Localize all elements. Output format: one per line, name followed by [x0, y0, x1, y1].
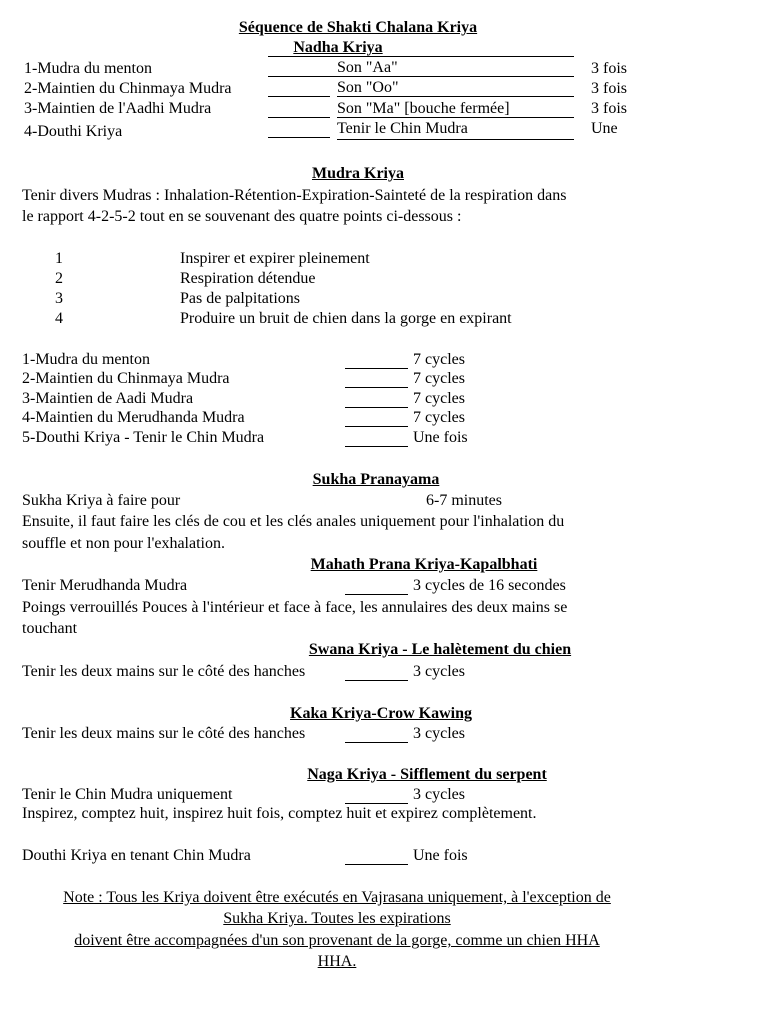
mudra-row-label: 5-Douthi Kriya - Tenir le Chin Mudra [22, 429, 265, 446]
nadha-row-label: 4-Douthi Kriya [24, 123, 123, 140]
section-heading-swana: Swana Kriya - Le halètement du chien [308, 641, 572, 658]
note-line: HHA. [317, 953, 357, 970]
sukha-text: Ensuite, il faut faire les clés de cou et les clés anales uniquement pour l'inhalation du [22, 513, 565, 530]
mudra-row-label: 1-Mudra du menton [22, 351, 150, 368]
point-number: 2 [55, 270, 63, 287]
nadha-row-detail: Son "Oo" [337, 79, 399, 96]
nadha-row-count: Une [591, 120, 618, 137]
sukha-duration: 6-7 minutes [426, 492, 502, 509]
blank-line [268, 137, 330, 138]
divider [268, 56, 574, 57]
note-line: doivent être accompagnées d'un son provenant de la gorge, comme un chien HHA [74, 932, 600, 949]
nadha-row-label: 1-Mudra du menton [24, 60, 152, 77]
point-text: Pas de palpitations [180, 290, 300, 307]
mahath-text: Poings verrouillés Pouces à l'intérieur et face à face, les annulaires des deux mains se [22, 599, 568, 616]
nadha-row-count: 3 fois [591, 100, 627, 117]
section-heading-mudra: Mudra Kriya [312, 165, 404, 182]
point-number: 3 [55, 290, 63, 307]
naga-text: Inspirez, comptez huit, inspirez huit fois, comptez huit et expirez complètement. [22, 805, 537, 822]
nadha-row-count: 3 fois [591, 80, 627, 97]
nadha-row-count: 3 fois [591, 60, 627, 77]
mudra-row-label: 3-Maintien de Aadi Mudra [22, 390, 194, 407]
mudra-intro: le rapport 4-2-5-2 tout en se souvenant des quatre points ci-dessous : [22, 208, 462, 225]
point-text: Inspirer et expirer pleinement [180, 250, 370, 267]
mudra-row-count: 7 cycles [413, 390, 465, 407]
sukha-label: Sukha Kriya à faire pour [22, 492, 181, 509]
blank-line [345, 407, 408, 408]
mudra-intro: Tenir divers Mudras : Inhalation-Rétention-Expiration-Sainteté de la respiration dans [22, 187, 567, 204]
mudra-row-label: 2-Maintien du Chinmaya Mudra [22, 370, 230, 387]
kaka-count: 3 cycles [413, 725, 465, 742]
divider [268, 76, 574, 77]
nadha-row-label: 3-Maintien de l'Aadhi Mudra [24, 100, 212, 117]
mudra-row-count: 7 cycles [413, 409, 465, 426]
section-heading-kaka: Kaka Kriya-Crow Kawing [290, 705, 472, 722]
mahath-label: Tenir Merudhanda Mudra [22, 577, 188, 594]
blank-line [345, 446, 408, 447]
mahath-count: 3 cycles de 16 secondes [413, 577, 566, 594]
blank-line [345, 387, 408, 388]
blank-line [345, 594, 408, 595]
section-heading-sukha: Sukha Pranayama [312, 471, 440, 488]
point-number: 4 [55, 310, 63, 327]
swana-count: 3 cycles [413, 663, 465, 680]
section-heading-nadha: Nadha Kriya [293, 39, 383, 56]
naga-count: 3 cycles [413, 786, 465, 803]
note-line: Note : Tous les Kriya doivent être exécutés en Vajrasana uniquement, à l'exception de [63, 889, 611, 906]
douthi-label: Douthi Kriya en tenant Chin Mudra [22, 847, 251, 864]
page-title: Séquence de Shakti Chalana Kriya [238, 19, 478, 36]
mahath-text: touchant [22, 620, 78, 637]
douthi-count: Une fois [413, 847, 468, 864]
mudra-row-count: Une fois [413, 429, 468, 446]
sukha-text: souffle et non pour l'exhalation. [22, 535, 225, 552]
nadha-row-label: 2-Maintien du Chinmaya Mudra [24, 80, 232, 97]
mudra-row-count: 7 cycles [413, 370, 465, 387]
point-number: 1 [55, 250, 63, 267]
blank-line [345, 680, 408, 681]
point-text: Produire un bruit de chien dans la gorge en expirant [180, 310, 512, 327]
blank-line [345, 864, 408, 865]
mudra-row-count: 7 cycles [413, 351, 465, 368]
nadha-row-detail: Son "Aa" [337, 59, 398, 76]
divider [337, 139, 574, 140]
section-heading-mahath: Mahath Prana Kriya-Kapalbhati [310, 556, 538, 573]
nadha-row-detail: Son "Ma" [bouche fermée] [337, 100, 510, 117]
swana-label: Tenir les deux mains sur le côté des hanches [22, 663, 306, 680]
naga-label: Tenir le Chin Mudra uniquement [22, 786, 233, 803]
blank-line [268, 117, 330, 118]
kaka-label: Tenir les deux mains sur le côté des hanches [22, 725, 306, 742]
blank-line [345, 368, 408, 369]
blank-line [345, 742, 408, 743]
divider [337, 96, 574, 97]
divider [337, 117, 574, 118]
note-line: Sukha Kriya. Toutes les expirations [223, 910, 451, 927]
nadha-row-detail: Tenir le Chin Mudra [337, 120, 468, 137]
blank-line [345, 426, 408, 427]
section-heading-naga: Naga Kriya - Sifflement du serpent [307, 766, 547, 783]
blank-line [268, 96, 330, 97]
point-text: Respiration détendue [180, 270, 316, 287]
mudra-row-label: 4-Maintien du Merudhanda Mudra [22, 409, 245, 426]
